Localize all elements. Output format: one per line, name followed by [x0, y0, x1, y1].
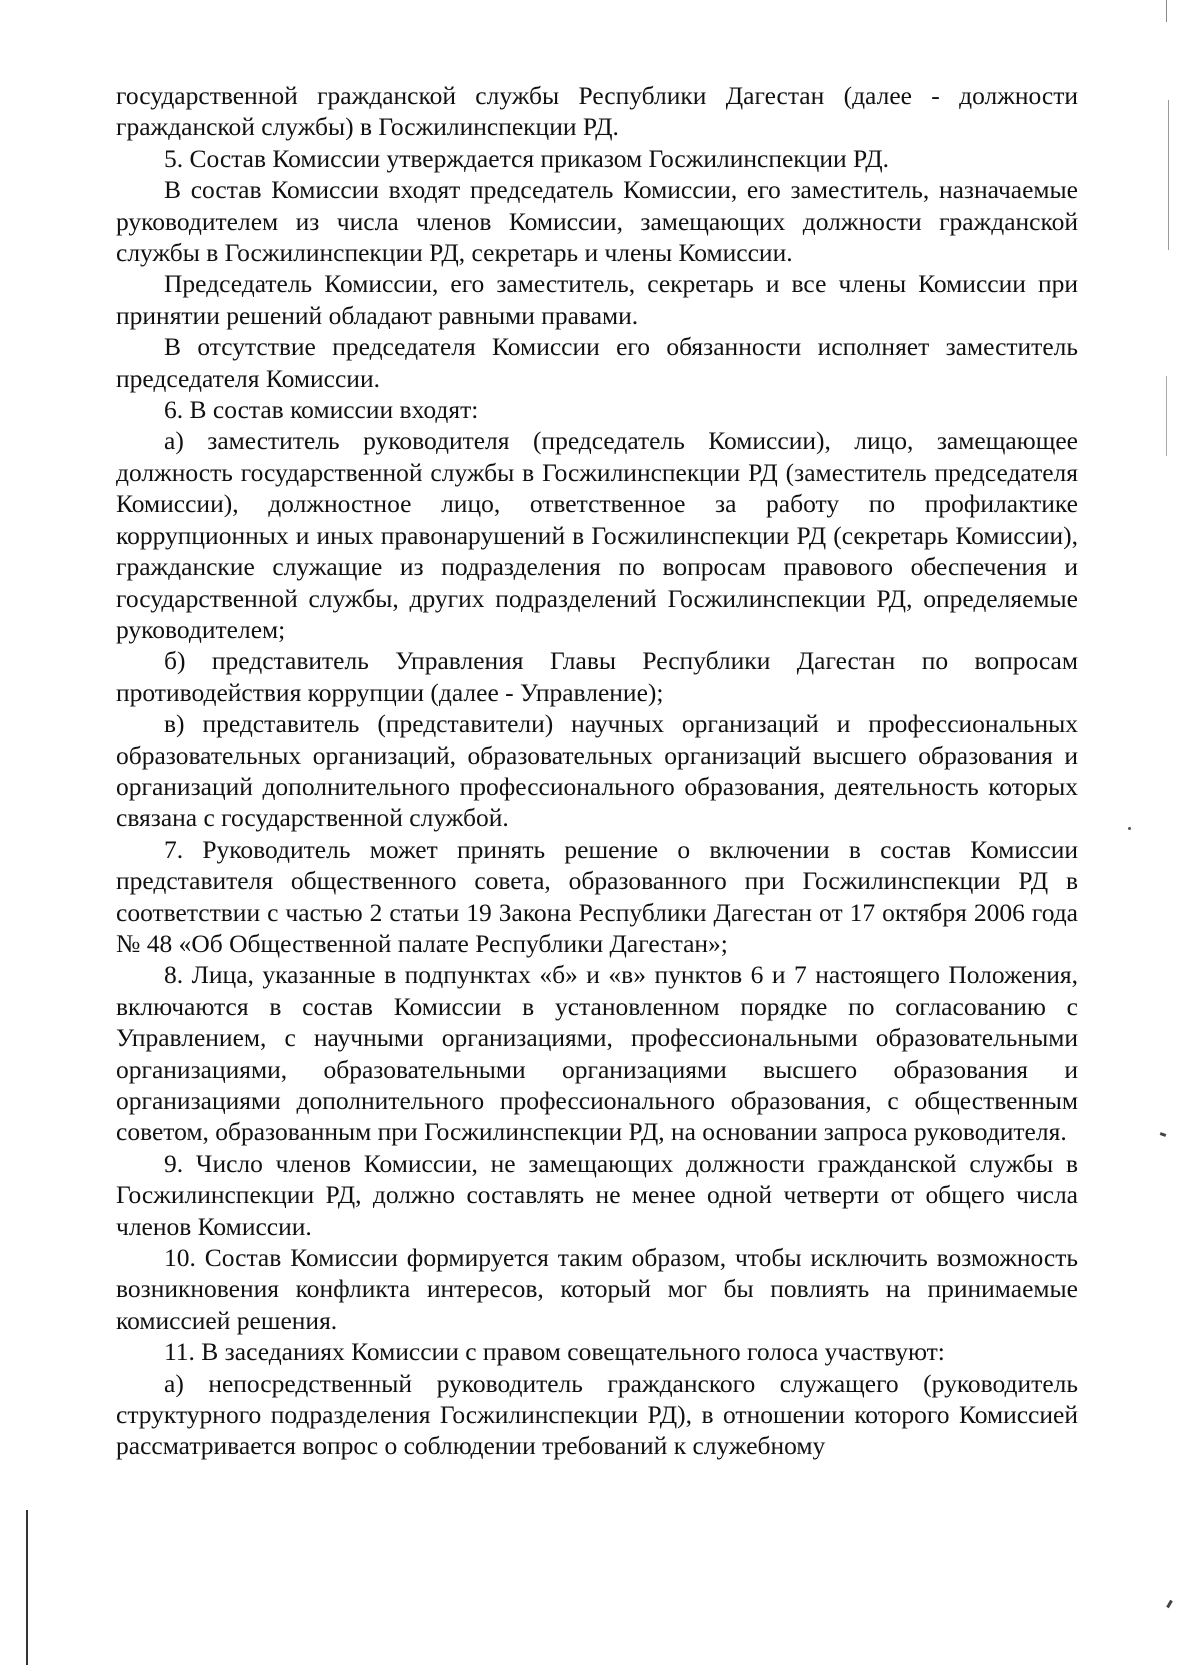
- paragraph-item-8: 8. Лица, указанные в подпунктах «б» и «в» пунктов 6 и 7 настоящего Положения, включаются в состав Комиссии в установленном порядке по согласованию с Управлением, с научными организациями, профессиональными образовательными организациями, образовательными организациями высшего образования и организациями дополнительного профессионального образования, с общественным советом, образованным при Госжилинспекции РД, на основании запроса руководителя.: [116, 960, 1078, 1147]
- scan-artifact-speck: [1166, 1600, 1173, 1608]
- scan-artifact-line: [1166, 376, 1167, 456]
- document-body: [116, 80, 1078, 1462]
- paragraph-item-6a: а) заместитель руководителя (председатель Комиссии), лицо, замещающее должность государственной службы в Госжилинспекции РД (заместитель председателя Комиссии), должностное лицо, ответственное за работу по профилактике коррупционных и иных правонарушений в Госжилинспекции РД (секретарь Комиссии), гражданские служащие из подразделения по вопросам правового обеспечения и государственной службы, других подразделений Госжилинспекции РД, определяемые руководителем;: [116, 426, 1078, 644]
- paragraph-item-5: 5. Состав Комиссии утверждается приказом Госжилинспекции РД.: [164, 143, 890, 173]
- paragraph-item-11: 11. В заседаниях Комиссии с правом совещательного голоса участвуют:: [164, 1337, 945, 1367]
- scan-artifact-speck: [1128, 827, 1131, 830]
- paragraph-chair-absence: В отсутствие председателя Комиссии его обязанности исполняет заместитель председателя Комиссии.: [116, 332, 1078, 393]
- paragraph-equal-rights: Председатель Комиссии, его заместитель, секретарь и все члены Комиссии при принятии решений обладают равными правами.: [116, 269, 1078, 330]
- paragraph-item-6v: в) представитель (представители) научных организаций и профессиональных образовательных организаций, образовательных организаций высшего образования и организаций дополнительного профессионального образования, деятельность которых связана с государственной службой.: [116, 709, 1078, 833]
- paragraph-continuation: государственной гражданской службы Республики Дагестан (далее - должности гражданской службы) в Госжилинспекции РД.: [116, 81, 1078, 142]
- scan-artifact-line: [26, 1510, 28, 1665]
- paragraph-item-6b: б) представитель Управления Главы Республики Дагестан по вопросам противодействия коррупции (далее - Управление);: [116, 646, 1078, 707]
- paragraph-item-9: 9. Число членов Комиссии, не замещающих должности гражданской службы в Госжилинспекции РД, должно составлять не менее одной четверти от общего числа членов Комиссии.: [116, 1148, 1078, 1241]
- scan-artifact-line: [1168, 100, 1169, 250]
- scan-artifact-speck: [1160, 1132, 1167, 1137]
- scan-artifact-line: [1166, 0, 1167, 22]
- paragraph-item-10: 10. Состав Комиссии формируется таким образом, чтобы исключить возможность возникновения конфликта интересов, который мог бы повлиять на принимаемые комиссией решения.: [116, 1243, 1078, 1335]
- paragraph-item-7: 7. Руководитель может принять решение о включении в состав Комиссии представителя общественного совета, образованного при Госжилинспекции РД в соответствии с частью 2 статьи 19 Закона Республики Дагестан от 17 октября 2006 года № 48 «Об Общественной палате Республики Дагестан»;: [116, 834, 1078, 958]
- paragraph-item-11a: а) непосредственный руководитель гражданского служащего (руководитель структурного подразделения Госжилинспекции РД), в отношении которого Комиссией рассматривается вопрос о соблюдении требований к служебному: [116, 1368, 1078, 1461]
- paragraph-item-6: 6. В состав комиссии входят:: [164, 395, 479, 425]
- paragraph-commission-membership: В состав Комиссии входят председатель Комиссии, его заместитель, назначаемые руководителем из числа членов Комиссии, замещающих должности гражданской службы в Госжилинспекции РД, секретарь и члены Комиссии.: [116, 175, 1078, 268]
